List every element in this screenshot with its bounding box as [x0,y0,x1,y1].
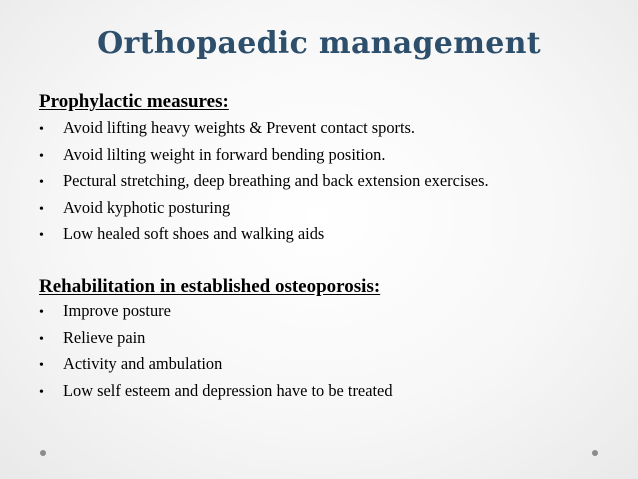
list-item-text: Low healed soft shoes and walking aids [63,224,325,243]
bullet-icon: • [39,175,44,190]
decorative-dot-left [40,450,46,456]
list-item [39,171,489,198]
list-item-text: Low self esteem and depression have to be treated [63,380,393,400]
bullet-icon: • [39,122,44,137]
bullet-icon: • [39,358,44,373]
list-item [39,118,489,145]
list-item [39,145,489,172]
list-item [39,301,393,328]
bullet-icon: • [39,331,44,347]
list-item-text: Avoid kyphotic posturing [63,197,231,217]
bullet-icon: • [39,201,44,217]
prophylactic-heading: Prophylactic measures: [39,91,229,112]
rehabilitation-heading: Rehabilitation in established osteoporosis: [39,276,381,297]
list-item-text: Activity and ambulation [63,354,223,373]
bullet-icon: • [39,384,44,400]
list-item [39,224,489,251]
list-item [39,328,393,355]
list-item-text: Avoid lifting heavy weights & Prevent contact sports. [63,118,416,137]
decorative-dot-right [592,450,598,456]
list-item-text: Improve posture [63,301,171,320]
list-item [39,354,393,381]
slide-title: Orthopaedic management [97,26,541,61]
list-item-text: Avoid lilting weight in forward bending position. [63,144,386,164]
list-item [39,381,393,408]
list-item [39,198,489,225]
bullet-icon: • [39,148,44,164]
list-item-text: Pectural stretching, deep breathing and back extension exercises. [63,171,489,190]
rehabilitation-list [39,301,393,407]
prophylactic-list [39,118,489,251]
bullet-icon: • [39,305,44,320]
list-item-text: Relieve pain [63,327,146,347]
bullet-icon: • [39,228,44,243]
